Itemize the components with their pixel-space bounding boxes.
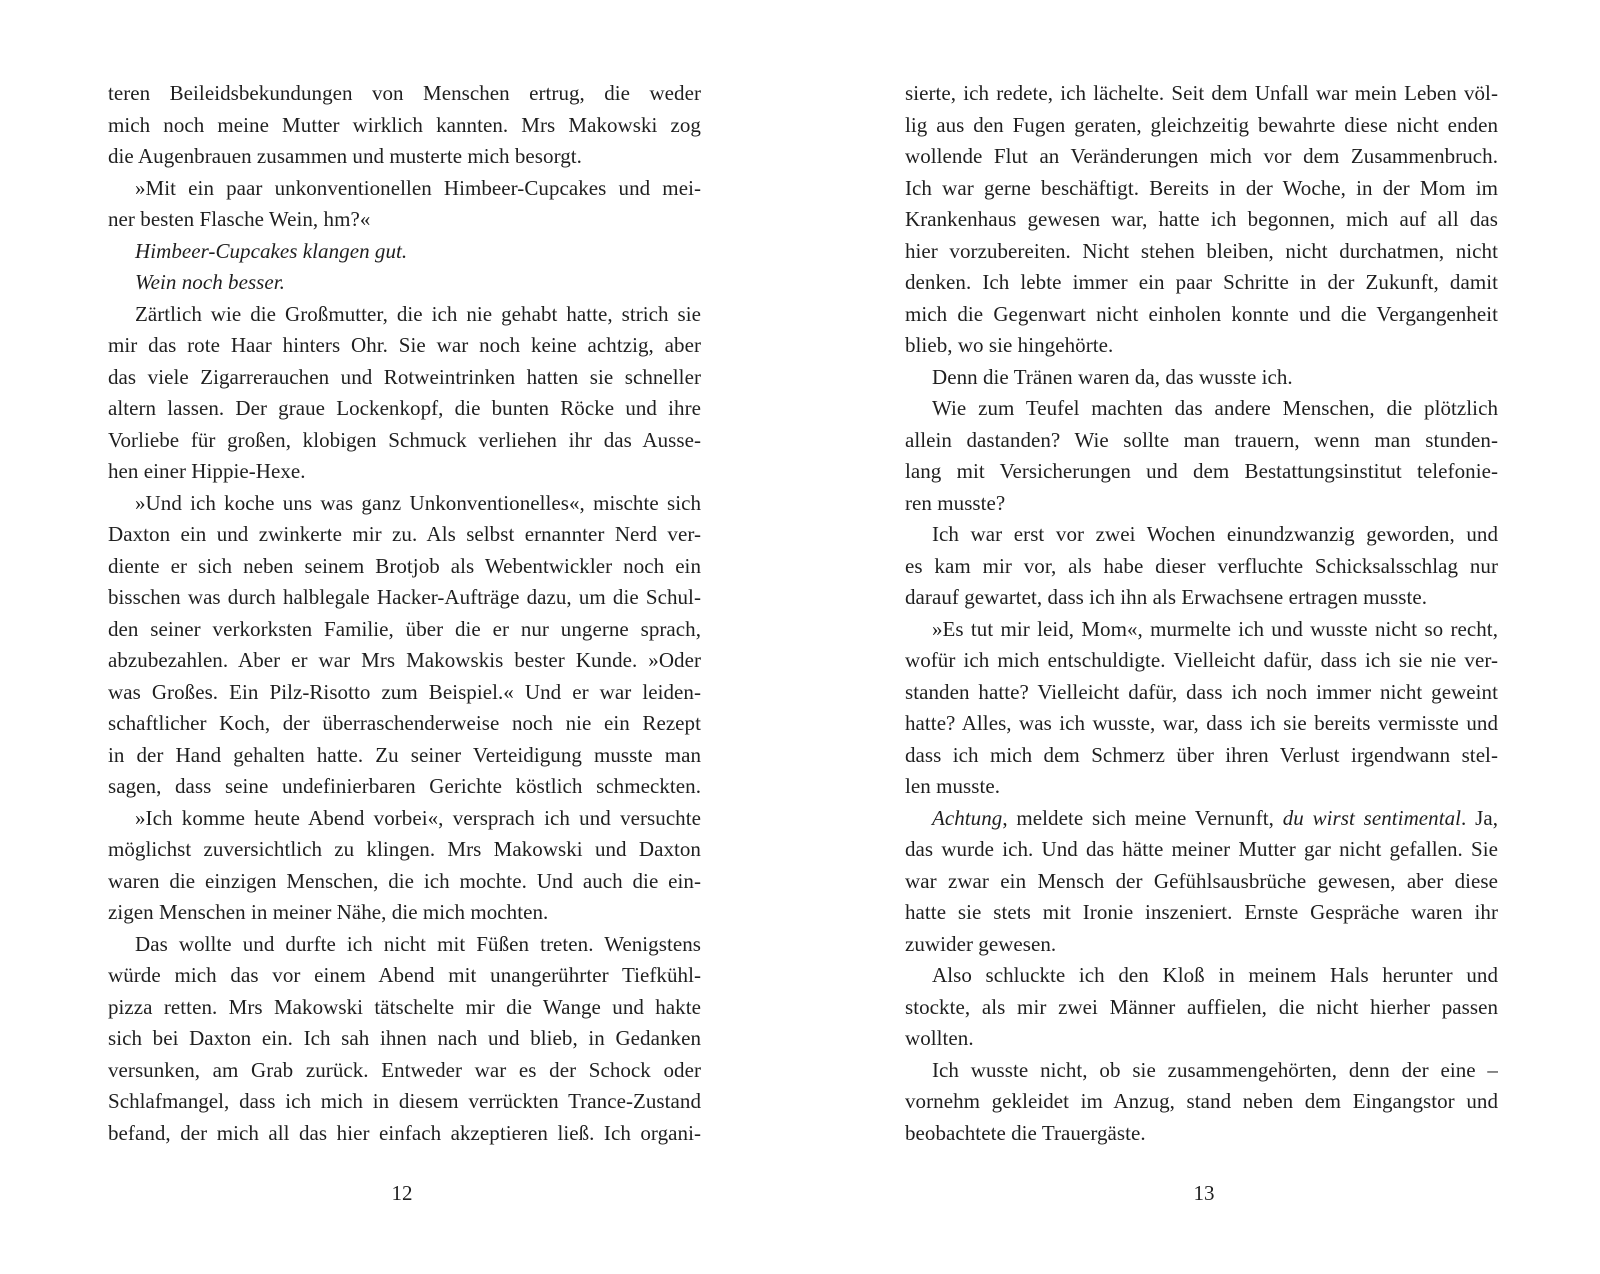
text-line: abzubezahlen. Aber er war Mrs Makowskis bester Kunde. »Oder: [108, 648, 701, 672]
text-line: »Mit ein paar unkonventionellen Himbeer-Cupcakes und mei-: [135, 175, 701, 200]
text-line: ner besten Flasche Wein, hm?«: [108, 207, 371, 231]
text-line: hier vorzubereiten. Nicht stehen bleiben, nicht durchatmen, nicht: [905, 238, 1498, 263]
text-line: teren Beileidsbekundungen von Menschen ertrug, die weder: [108, 81, 701, 105]
text-line: pizza retten. Mrs Makowski tätschelte mir die Wange und hakte: [108, 994, 701, 1019]
text-line: wollten.: [905, 1026, 974, 1050]
text-line: zigen Menschen in meiner Nähe, die mich mochten.: [108, 900, 549, 924]
text-line: »Ich komme heute Abend vorbei«, versprach ich und versuchte: [135, 805, 701, 830]
text-line: würde mich das vor einem Abend mit unangerührter Tiefkühl-: [108, 963, 701, 987]
text-line: das viele Zigarrerauchen und Rotweintrinken hatten sie schneller: [108, 364, 701, 389]
text-line-with-italics: [905, 803, 1498, 835]
text-line: versunken, am Grab zurück. Entweder war es der Schock oder: [108, 1057, 701, 1082]
italic-thought-line: Wein noch besser.: [135, 270, 285, 294]
text-line: len musste.: [905, 774, 1001, 798]
left-page-text: [108, 78, 701, 1149]
text-line: schaftlicher Koch, der überraschenderweise noch nie ein Rezept: [108, 711, 701, 735]
text-line: sich bei Daxton ein. Ich sah ihnen nach und blieb, in Gedanken: [108, 1026, 701, 1050]
page-number-right: 13: [1193, 1181, 1215, 1205]
italic-word-achtung: Achtung: [932, 805, 1003, 830]
text-line: wofür ich mich entschuldigte. Vielleicht dafür, dass ich sie nie ver-: [905, 648, 1498, 672]
text-line: es kam mir vor, als habe dieser verfluchte Schicksalsschlag nur: [905, 553, 1498, 578]
text-line: Das wollte und durfte ich nicht mit Füßen treten. Wenigstens: [135, 931, 701, 956]
italic-phrase-sentimental: du wirst sentimental: [1282, 805, 1462, 830]
text-line: die Augenbrauen zusammen und musterte mich besorgt.: [108, 144, 582, 168]
text-line: darauf gewartet, dass ich ihn als Erwachsene ertragen musste.: [905, 585, 1428, 609]
text-line: blieb, wo sie hingehörte.: [905, 333, 1114, 357]
text-line: hatte sie stets mit Ironie inszeniert. Ernste Gespräche waren ihr: [905, 900, 1498, 924]
text-line: sagen, dass seine undefinierbaren Gerichte köstlich schmeckten.: [108, 774, 701, 798]
text-line: befand, der mich all das hier einfach akzeptieren ließ. Ich organi-: [108, 1120, 701, 1145]
left-page: [108, 78, 701, 1149]
text-line: wollende Flut an Veränderungen mich vor dem Zusammenbruch.: [905, 144, 1498, 168]
text-line: beobachtete die Trauergäste.: [905, 1120, 1146, 1145]
text-line: allein dastanden? Wie sollte man trauern, wenn man stunden-: [905, 427, 1498, 452]
text-line: Ich wusste nicht, ob sie zusammengehörten, denn der eine –: [932, 1057, 1498, 1082]
italic-thought-line: Himbeer-Cupcakes klangen gut.: [135, 238, 408, 263]
text-line: Ich war erst vor zwei Wochen einundzwanzig geworden, und: [932, 522, 1498, 546]
text-line: Krankenhaus gewesen war, hatte ich begonnen, mich auf all das: [905, 207, 1498, 231]
inline-text: . Ja,: [1461, 805, 1498, 830]
right-page: [905, 78, 1498, 1149]
text-line: zuwider gewesen.: [905, 931, 1057, 956]
text-line: möglichst zuversichtlich zu klingen. Mrs Makowski und Daxton: [108, 837, 701, 861]
text-line: Zärtlich wie die Großmutter, die ich nie gehabt hatte, strich sie: [135, 301, 701, 326]
text-line: Denn die Tränen waren da, das wusste ich.: [932, 364, 1293, 389]
text-line: mich noch meine Mutter wirklich kannten. Mrs Makowski zog: [108, 112, 701, 137]
text-line: dass ich mich dem Schmerz über ihren Verlust irgendwann stel-: [905, 742, 1498, 767]
text-line: was Großes. Ein Pilz-Risotto zum Beispiel.« Und er war leiden-: [108, 679, 701, 704]
text-line: denken. Ich lebte immer ein paar Schritte in der Zukunft, damit: [905, 270, 1498, 294]
page-number-left: 12: [391, 1181, 413, 1205]
text-line: Also schluckte ich den Kloß in meinem Hals herunter und: [932, 963, 1498, 987]
text-line: den seiner verkorksten Familie, über die er nur ungerne sprach,: [108, 616, 701, 641]
text-line: hatte? Alles, was ich wusste, war, dass ich sie bereits vermisste und: [905, 711, 1498, 735]
right-page-text: [905, 78, 1498, 1149]
text-line: lang mit Versicherungen und dem Bestattungsinstitut telefonie-: [905, 459, 1498, 483]
text-line: lig aus den Fugen geraten, gleichzeitig bewahrte diese nicht enden: [905, 112, 1498, 137]
text-line: in der Hand gehalten hatte. Zu seiner Verteidigung musste man: [108, 742, 701, 767]
text-line: standen hatte? Vielleicht dafür, dass ich noch immer nicht geweint: [905, 679, 1498, 704]
text-line: diente er sich neben seinem Brotjob als Webentwickler noch ein: [108, 553, 701, 578]
inline-text: , meldete sich meine Vernunft,: [1002, 805, 1283, 830]
text-line: »Es tut mir leid, Mom«, murmelte ich und wusste nicht so recht,: [932, 616, 1498, 641]
text-line: Wie zum Teufel machten das andere Menschen, die plötzlich: [932, 396, 1498, 420]
text-line: das wurde ich. Und das hätte meiner Mutter gar nicht gefallen. Sie: [905, 837, 1498, 861]
text-line: Vorliebe für großen, klobigen Schmuck verliehen ihr das Ausse-: [108, 427, 701, 452]
text-line: »Und ich koche uns was ganz Unkonventionelles«, mischte sich: [135, 490, 701, 515]
text-line: waren die einzigen Menschen, die ich mochte. Und auch die ein-: [108, 868, 701, 893]
text-line: stockte, als mir zwei Männer auffielen, die nicht hierher passen: [905, 994, 1498, 1019]
text-line: ren musste?: [905, 490, 1006, 515]
text-line: Schlafmangel, dass ich mich in diesem verrückten Trance-Zustand: [108, 1089, 701, 1113]
text-line: mir das rote Haar hinters Ohr. Sie war noch keine achtzig, aber: [108, 333, 701, 357]
text-line: altern lassen. Der graue Lockenkopf, die bunten Röcke und ihre: [108, 396, 701, 420]
text-line: bisschen was durch halblegale Hacker-Aufträge dazu, um die Schul-: [108, 585, 701, 609]
text-line: vornehm gekleidet im Anzug, stand neben dem Eingangstor und: [905, 1089, 1498, 1113]
text-line: sierte, ich redete, ich lächelte. Seit dem Unfall war mein Leben völ-: [905, 81, 1498, 105]
text-line: war zwar ein Mensch der Gefühlsausbrüche gewesen, aber diese: [905, 868, 1498, 893]
text-line: Ich war gerne beschäftigt. Bereits in der Woche, in der Mom im: [905, 175, 1498, 200]
text-line: hen einer Hippie-Hexe.: [108, 459, 306, 483]
text-line: mich die Gegenwart nicht einholen konnte und die Vergangenheit: [905, 301, 1498, 326]
text-line: Daxton ein und zwinkerte mir zu. Als selbst ernannter Nerd ver-: [108, 522, 701, 546]
